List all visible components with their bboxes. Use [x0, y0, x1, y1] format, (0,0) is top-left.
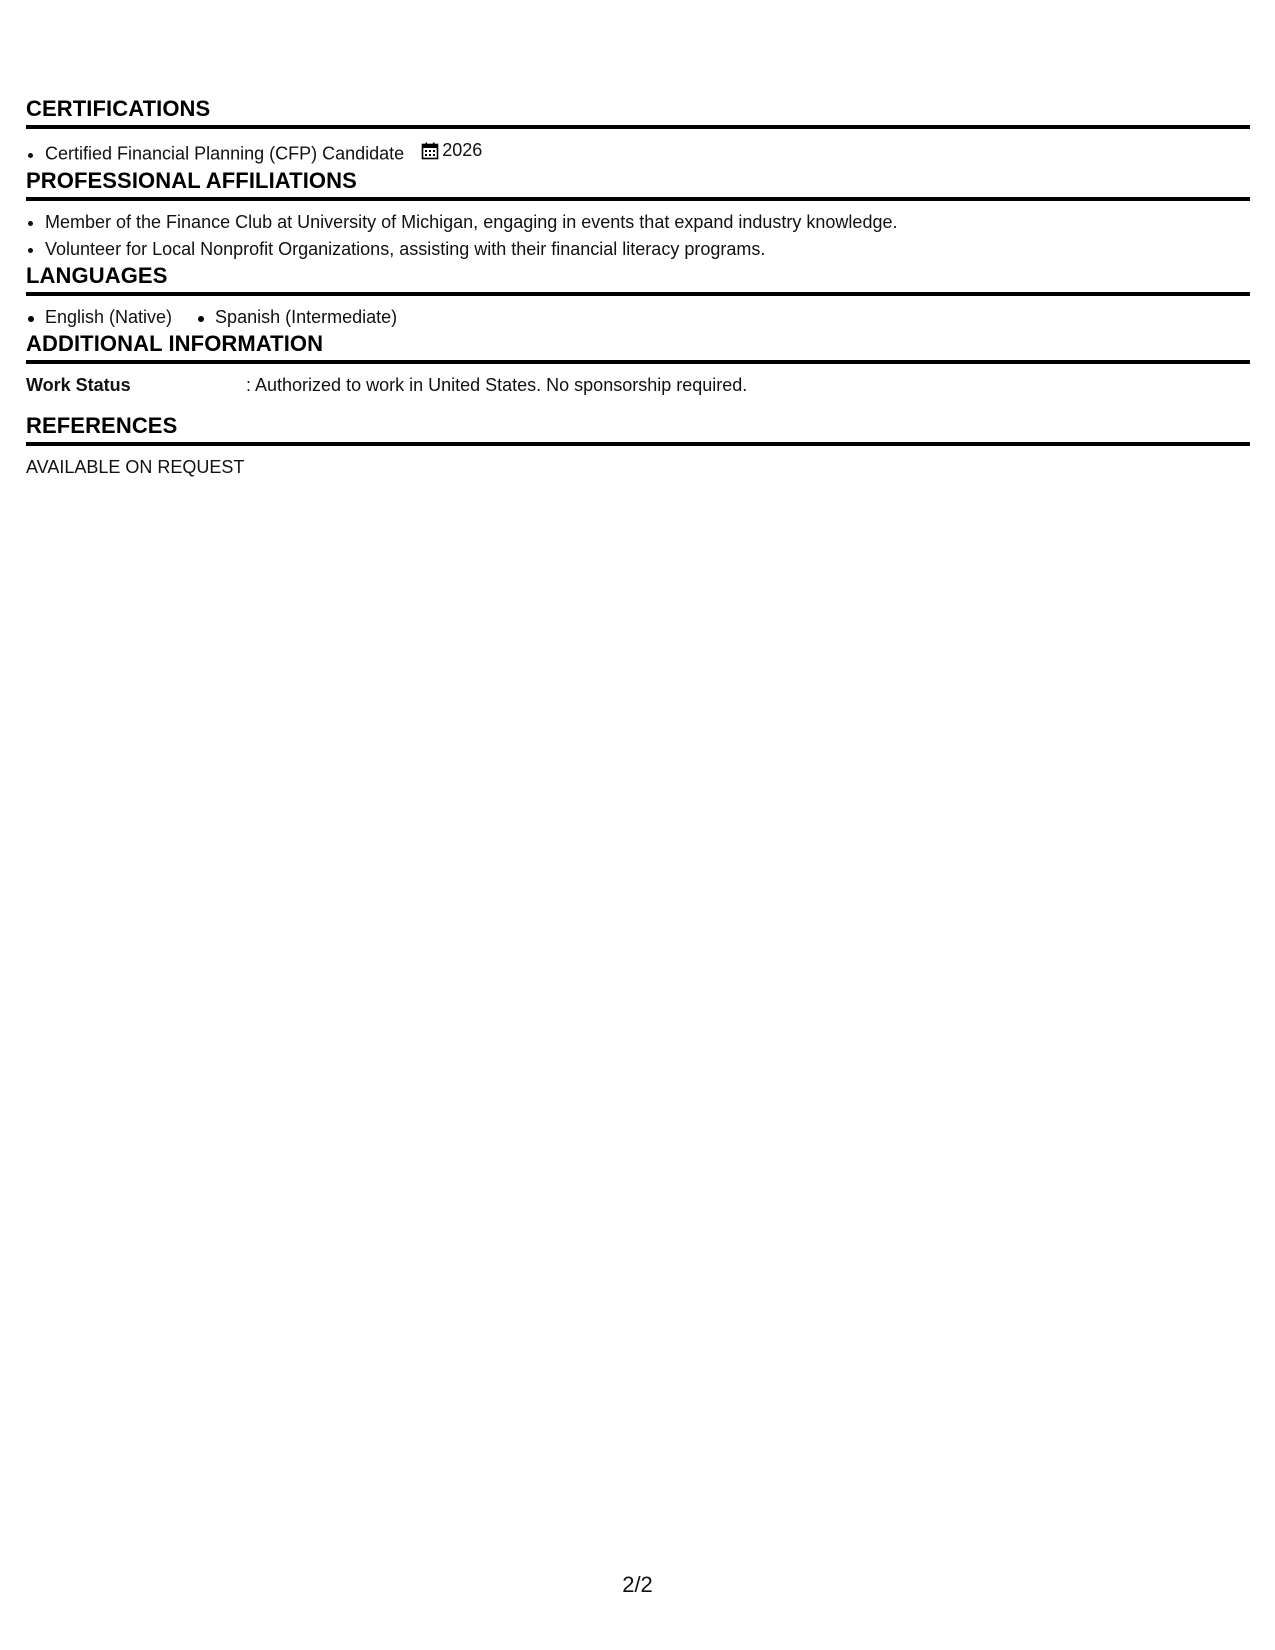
section-divider — [26, 360, 1250, 364]
work-status-label: Work Status — [26, 374, 131, 395]
calendar-icon — [421, 142, 439, 160]
section-divider — [26, 292, 1250, 296]
certification-year: 2026 — [442, 140, 483, 160]
certification-name: Certified Financial Planning (CFP) Candidate — [45, 143, 405, 164]
section-divider — [26, 125, 1250, 129]
page-number: 2/2 — [622, 1572, 653, 1597]
section-divider — [26, 442, 1250, 446]
section-title-languages: LANGUAGES — [26, 262, 168, 288]
affiliations-list — [26, 209, 1250, 263]
section-title-certifications: CERTIFICATIONS — [26, 96, 211, 121]
work-status-row — [26, 372, 1250, 399]
section-divider — [26, 197, 1250, 201]
work-status-value: : Authorized to work in United States. No sponsorship required. — [246, 374, 748, 395]
section-title-references: REFERENCES — [26, 412, 178, 438]
affiliation-item: • Volunteer for Local Nonprofit Organizations, assisting with their financial literacy programs. — [45, 236, 1250, 263]
section-title-additional-info: ADDITIONAL INFORMATION — [26, 330, 324, 356]
section-title-affiliations: PROFESSIONAL AFFILIATIONS — [26, 167, 357, 193]
affiliation-item: • Member of the Finance Club at University of Michigan, engaging in events that expand industry knowledge. — [45, 209, 1250, 236]
affiliations-section — [26, 168, 1250, 263]
additional-info-section — [26, 331, 1250, 399]
references-text: AVAILABLE ON REQUEST — [26, 456, 245, 477]
languages-section — [26, 263, 1250, 331]
certifications-list — [26, 137, 1250, 168]
certification-date — [421, 137, 482, 164]
languages-list — [26, 304, 1250, 331]
certifications-section — [26, 96, 1250, 168]
language-item: English (Native) — [26, 304, 172, 331]
certification-item — [45, 137, 1250, 168]
language-item: Spanish (Intermediate) — [196, 304, 397, 331]
resume-page — [26, 96, 1250, 481]
references-section — [26, 413, 1250, 481]
